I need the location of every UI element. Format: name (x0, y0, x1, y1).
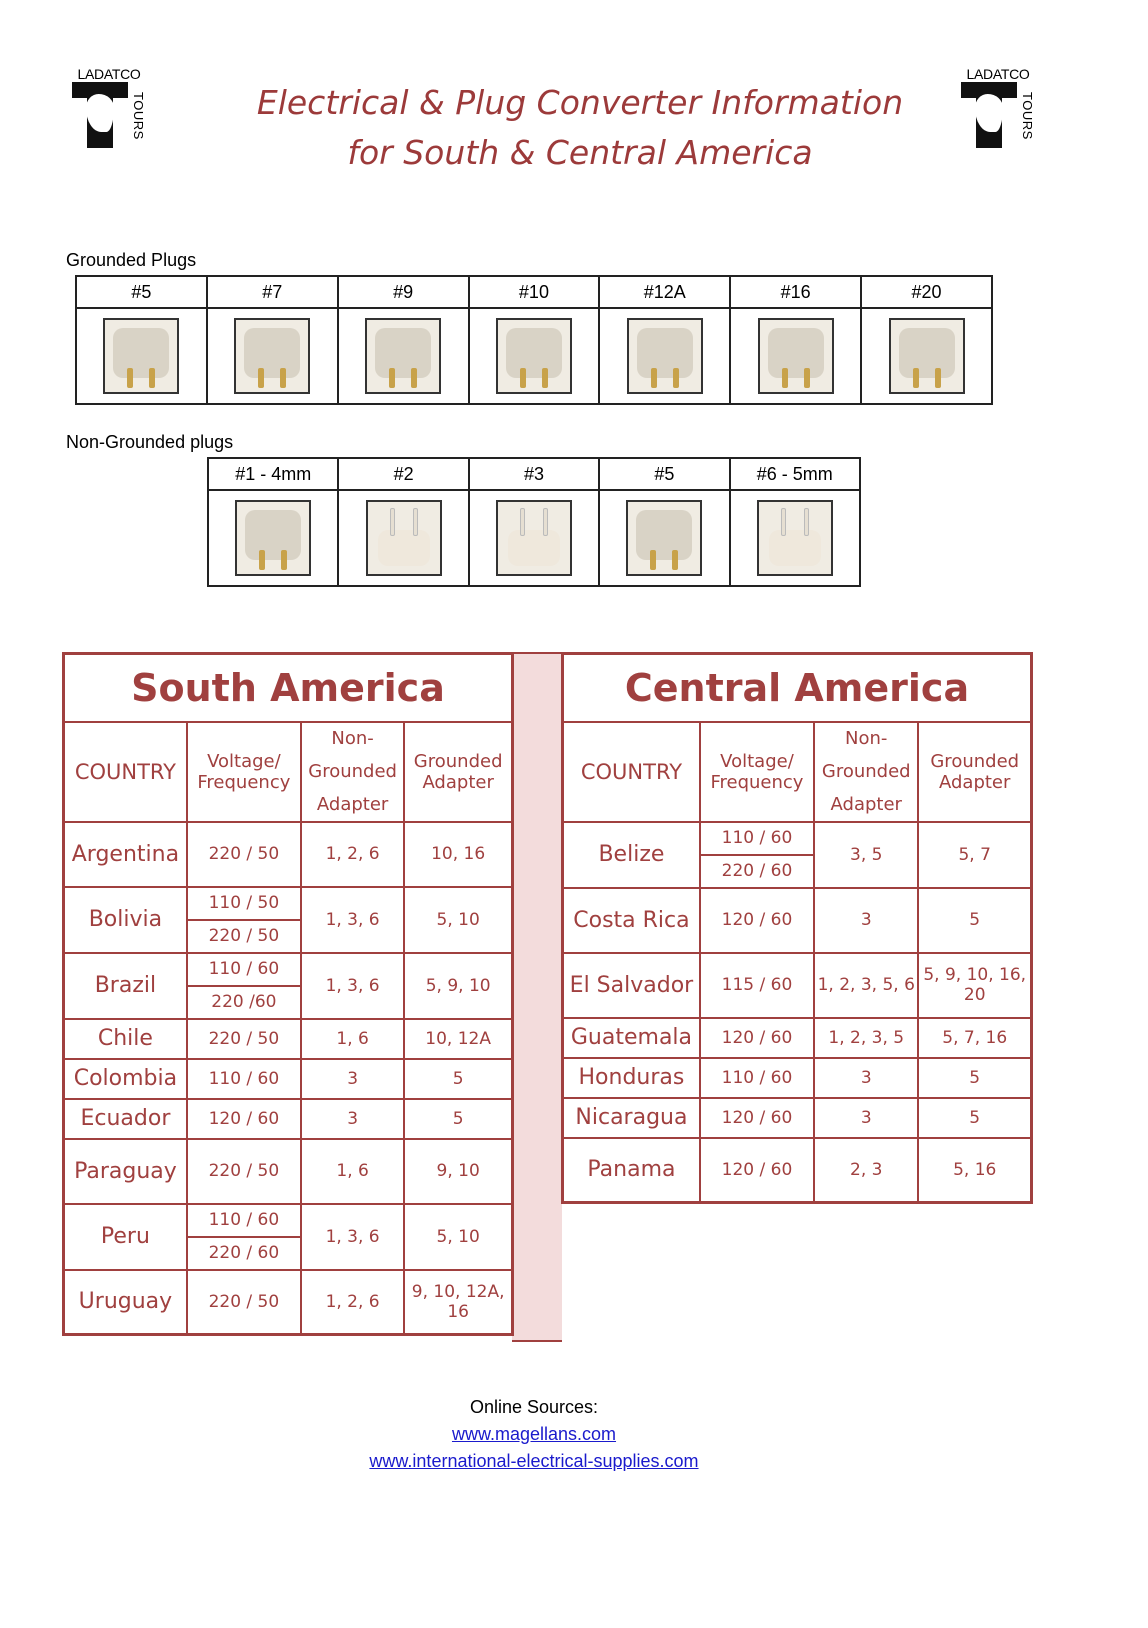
header-country: COUNTRY (563, 722, 700, 822)
plug-image-cell (861, 308, 992, 404)
grounded-cell: 5, 10 (404, 887, 512, 953)
grounded-cell: 5, 10 (404, 1204, 512, 1270)
nongrounded-cell: 1, 3, 6 (301, 887, 404, 953)
voltage-cell: 220 / 50 (187, 822, 301, 887)
voltage-cell: 220 / 60 (187, 1237, 301, 1270)
ladatco-logo-right (960, 66, 1036, 152)
logo-tours: TOURS (1020, 92, 1035, 140)
table-row (563, 1018, 1032, 1058)
plug-header: #5 (599, 458, 729, 490)
nongrounded-cell: 2, 3 (814, 1138, 918, 1203)
ladatco-logo-left (71, 66, 147, 152)
grounded-cell: 5 (404, 1059, 512, 1099)
header-voltage: Voltage/ Frequency (187, 722, 301, 822)
country-cell: Colombia (64, 1059, 187, 1099)
plug-adapter-icon (757, 500, 833, 576)
voltage-cell: 220 / 50 (187, 1270, 301, 1335)
plug-adapter-icon (235, 500, 311, 576)
grounded-cell: 10, 16 (404, 822, 512, 887)
country-cell: Paraguay (64, 1139, 187, 1204)
nongrounded-cell: 1, 6 (301, 1019, 404, 1059)
grounded-plugs-table (75, 275, 993, 405)
logo-word: LADATCO (77, 66, 141, 82)
online-sources (0, 1394, 1068, 1475)
central-america-table (561, 652, 1033, 1204)
table-row (563, 1098, 1032, 1138)
country-cell: Peru (64, 1204, 187, 1270)
plug-adapter-icon (366, 500, 442, 576)
header-nongrounded: Non- (301, 722, 404, 755)
grounded-cell: 10, 12A (404, 1019, 512, 1059)
voltage-cell: 110 / 60 (187, 953, 301, 986)
plug-adapter-icon (626, 500, 702, 576)
country-cell: Guatemala (563, 1018, 700, 1058)
header-voltage: Voltage/ Frequency (700, 722, 814, 822)
grounded-cell: 5 (918, 1058, 1031, 1098)
header-nongrounded: Grounded (301, 755, 404, 788)
grounded-cell: 9, 10, 12A, 16 (404, 1270, 512, 1335)
table-row (64, 953, 513, 986)
header-country: COUNTRY (64, 722, 187, 822)
table-row (64, 1099, 513, 1139)
plug-adapter-icon (496, 318, 572, 394)
grounded-cell: 5 (918, 888, 1031, 953)
voltage-cell: 120 / 60 (700, 1138, 814, 1203)
logo-mark-icon (961, 82, 1017, 148)
nongrounded-cell: 3 (814, 888, 918, 953)
voltage-cell: 220 / 50 (187, 1139, 301, 1204)
nongrounded-cell: 3 (301, 1059, 404, 1099)
header-nongrounded: Adapter (814, 788, 918, 821)
table-row (64, 1139, 513, 1204)
grounded-plugs-label: Grounded Plugs (66, 250, 197, 270)
plug-header: #6 - 5mm (730, 458, 860, 490)
plug-header: #9 (338, 276, 469, 308)
table-row (64, 1270, 513, 1335)
nongrounded-plugs-table (207, 457, 861, 587)
logo-mark-icon (72, 82, 128, 148)
plug-image-cell (469, 490, 599, 586)
table-row (64, 1019, 513, 1059)
south-america-table (62, 652, 514, 1336)
source-link-international-electrical[interactable]: www.international-electrical-supplies.com (369, 1451, 699, 1471)
table-row (64, 1059, 513, 1099)
plug-image-cell (338, 490, 468, 586)
plug-adapter-icon (496, 500, 572, 576)
nongrounded-cell: 1, 2, 6 (301, 1270, 404, 1335)
nongrounded-cell: 3, 5 (814, 822, 918, 888)
nongrounded-cell: 1, 2, 6 (301, 822, 404, 887)
plug-adapter-icon (627, 318, 703, 394)
plug-header: #2 (338, 458, 468, 490)
plug-header: #7 (207, 276, 338, 308)
logo-word: LADATCO (966, 66, 1030, 82)
table-row (64, 1204, 513, 1237)
voltage-cell: 120 / 60 (187, 1099, 301, 1139)
plug-image-cell (730, 490, 860, 586)
country-cell: Brazil (64, 953, 187, 1019)
plug-image-cell (207, 308, 338, 404)
voltage-cell: 220 /60 (187, 986, 301, 1019)
plug-image-cell (76, 308, 207, 404)
voltage-cell: 220 / 50 (187, 1019, 301, 1059)
title-line-2: for South & Central America (347, 133, 813, 172)
grounded-cell: 9, 10 (404, 1139, 512, 1204)
logo-tours: TOURS (131, 92, 146, 140)
nongrounded-cell: 3 (814, 1058, 918, 1098)
grounded-cell: 5, 9, 10 (404, 953, 512, 1019)
country-cell: Uruguay (64, 1270, 187, 1335)
table-row (563, 953, 1032, 1018)
nongrounded-cell: 1, 3, 6 (301, 953, 404, 1019)
header-grounded: Grounded Adapter (918, 722, 1031, 822)
country-cell: El Salvador (563, 953, 700, 1018)
nongrounded-cell: 1, 3, 6 (301, 1204, 404, 1270)
header-nongrounded: Non- (814, 722, 918, 755)
plug-image-cell (338, 308, 469, 404)
plug-image-cell (469, 308, 600, 404)
header-nongrounded: Adapter (301, 788, 404, 821)
country-cell: Costa Rica (563, 888, 700, 953)
nongrounded-cell: 1, 6 (301, 1139, 404, 1204)
country-cell: Nicaragua (563, 1098, 700, 1138)
plug-header: #16 (730, 276, 861, 308)
voltage-cell: 110 / 50 (187, 887, 301, 920)
plug-adapter-icon (365, 318, 441, 394)
voltage-cell: 120 / 60 (700, 1098, 814, 1138)
table-divider (512, 652, 562, 1342)
plug-adapter-icon (758, 318, 834, 394)
country-cell: Panama (563, 1138, 700, 1203)
plug-image-cell (599, 490, 729, 586)
table-row (64, 822, 513, 887)
table-row (64, 887, 513, 920)
country-cell: Chile (64, 1019, 187, 1059)
plug-header: #10 (469, 276, 600, 308)
voltage-cell: 115 / 60 (700, 953, 814, 1018)
sources-label: Online Sources: (469, 1397, 599, 1417)
voltage-cell: 120 / 60 (700, 888, 814, 953)
plug-header: #20 (861, 276, 992, 308)
voltage-cell: 110 / 60 (700, 822, 814, 855)
grounded-cell: 5 (918, 1098, 1031, 1138)
grounded-cell: 5, 7 (918, 822, 1031, 888)
grounded-cell: 5, 7, 16 (918, 1018, 1031, 1058)
country-cell: Honduras (563, 1058, 700, 1098)
nongrounded-cell: 1, 2, 3, 5, 6 (814, 953, 918, 1018)
country-cell: Belize (563, 822, 700, 888)
header-grounded: Grounded Adapter (404, 722, 512, 822)
country-cell: Argentina (64, 822, 187, 887)
page-title (200, 78, 960, 178)
table-row (563, 1138, 1032, 1203)
plug-header: #1 - 4mm (208, 458, 338, 490)
plug-header: #3 (469, 458, 599, 490)
voltage-cell: 220 / 60 (700, 855, 814, 888)
grounded-cell: 5, 9, 10, 16, 20 (918, 953, 1031, 1018)
plug-image-cell (599, 308, 730, 404)
header-nongrounded: Grounded (814, 755, 918, 788)
plug-adapter-icon (889, 318, 965, 394)
voltage-cell: 110 / 60 (700, 1058, 814, 1098)
grounded-cell: 5 (404, 1099, 512, 1139)
voltage-cell: 120 / 60 (700, 1018, 814, 1058)
plug-header: #5 (76, 276, 207, 308)
nongrounded-cell: 3 (301, 1099, 404, 1139)
voltage-cell: 220 / 50 (187, 920, 301, 953)
title-line-1: Electrical & Plug Converter Information (256, 83, 904, 122)
plug-image-cell (208, 490, 338, 586)
source-link-magellans[interactable]: www.magellans.com (451, 1424, 617, 1444)
nongrounded-cell: 1, 2, 3, 5 (814, 1018, 918, 1058)
region-title: South America (64, 654, 513, 722)
nongrounded-cell: 3 (814, 1098, 918, 1138)
nongrounded-plugs-label: Non-Grounded plugs (66, 432, 234, 452)
country-cell: Ecuador (64, 1099, 187, 1139)
plug-adapter-icon (234, 318, 310, 394)
region-title: Central America (563, 654, 1032, 722)
table-row (563, 1058, 1032, 1098)
voltage-cell: 110 / 60 (187, 1204, 301, 1237)
plug-adapter-icon (103, 318, 179, 394)
plug-image-cell (730, 308, 861, 404)
plug-header: #12A (599, 276, 730, 308)
voltage-cell: 110 / 60 (187, 1059, 301, 1099)
table-row (563, 822, 1032, 855)
country-cell: Bolivia (64, 887, 187, 953)
grounded-cell: 5, 16 (918, 1138, 1031, 1203)
table-row (563, 888, 1032, 953)
